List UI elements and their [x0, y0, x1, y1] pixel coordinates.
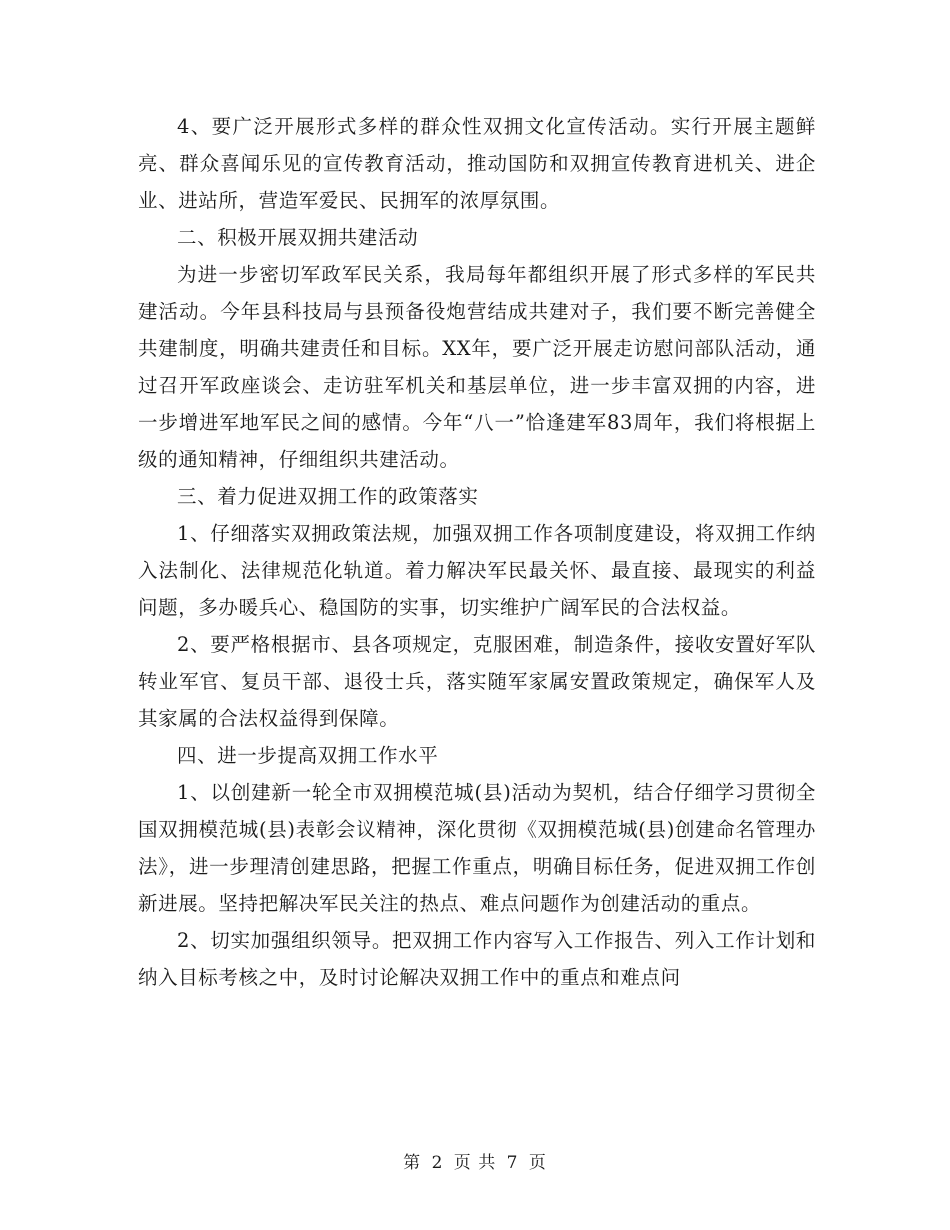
footer-suffix: 页	[528, 1153, 547, 1173]
footer-current-page: 2	[431, 1153, 444, 1173]
section-heading-2: 二、积极开展双拥共建活动	[177, 226, 419, 249]
paragraph-policy-2: 2、要严格根据市、县各项规定，克服困难，制造条件，接收安置好军队转业军官、复员干部、退役士兵，落实随军家属安置政策规定，确保军人及其家属的合法权益得到保障。	[138, 633, 816, 730]
section-heading-4: 四、进一步提高双拥工作水平	[177, 744, 439, 767]
paragraph-level-1: 1、以创建新一轮全市双拥模范城(县)活动为契机，结合仔细学习贯彻全国双拥模范城(县)表彰会议精神，深化贯彻《双拥模范城(县)创建命名管理办法》，进一步理清创建思路，把握工作重点，明确目标任务，促进双拥工作创新进展。坚持把解决军民关注的热点、难点问题作为创建活动的重点。	[138, 781, 816, 915]
paragraph-level-2: 2、切实加强组织领导。把双拥工作内容写入工作报告、列入工作计划和纳入目标考核之中，及时讨论解决双拥工作中的重点和难点问	[138, 929, 816, 989]
footer-prefix: 第	[403, 1153, 422, 1173]
page-footer	[0, 1148, 950, 1173]
document-body	[138, 108, 816, 996]
paragraph-4-publicity: 4、要广泛开展形式多样的群众性双拥文化宣传活动。实行开展主题鲜亮、群众喜闻乐见的宣传教育活动，推动国防和双拥宣传教育进机关、进企业、进站所，营造军爱民、民拥军的浓厚氛围。	[138, 115, 816, 212]
paragraph-policy-1: 1、仔细落实双拥政策法规，加强双拥工作各项制度建设，将双拥工作纳入法制化、法律规范化轨道。着力解决军民最关怀、最直接、最现实的利益问题，多办暖兵心、稳国防的实事，切实维护广阔军民的合法权益。	[138, 522, 816, 619]
footer-middle: 页 共	[453, 1153, 497, 1173]
paragraph-joint-construction: 为进一步密切军政军民关系，我局每年都组织开展了形式多样的军民共建活动。今年县科技局与县预备役炮营结成共建对子，我们要不断完善健全共建制度，明确共建责任和目标。XX年，要广泛开展走访慰问部队活动，通过召开军政座谈会、走访驻军机关和基层单位，进一步丰富双拥的内容，进一步增进军地军民之间的感情。今年“八一”恰逢建军83周年，我们将根据上级的通知精神，仔细组织共建活动。	[138, 263, 816, 471]
footer-total-pages: 7	[506, 1153, 519, 1173]
section-heading-3: 三、着力促进双拥工作的政策落实	[177, 485, 479, 508]
